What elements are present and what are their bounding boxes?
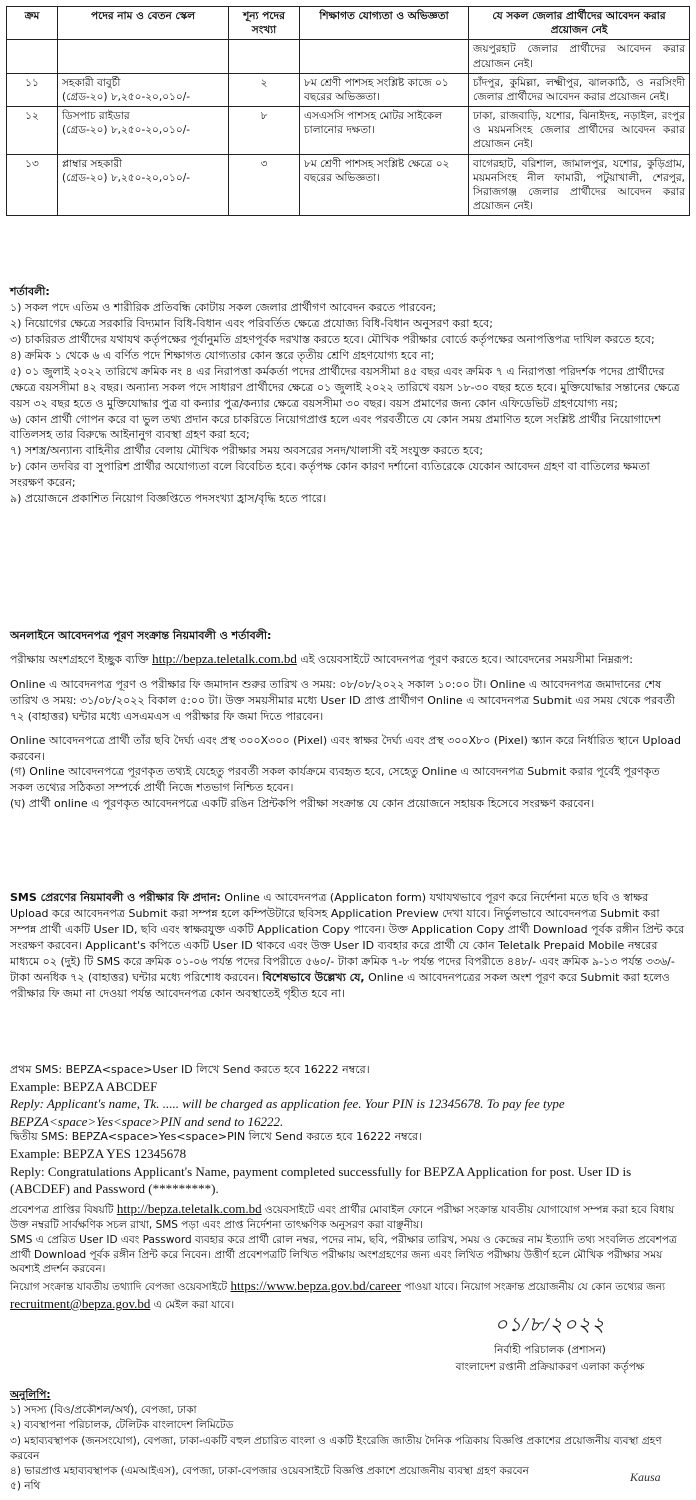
- signatory-org: বাংলাদেশ রপ্তানী প্রক্রিয়াকরণ এলাকা কর্তৃপক্ষ: [455, 1361, 645, 1373]
- signatory-title: নির্বাহী পরিচালক (প্রশাসন): [494, 1344, 606, 1356]
- condition-item: ৬) কোন প্রার্থী গোপন করে বা ভুল তথ্য প্রদান করে চাকরিতে নিয়োগপ্রাপ্ত হলে এবং পরবর্তীতে যে কোন সময় প্রমাণিত হলে সংশ্লিষ্ট প্রার্থীর নিয়োগাদেশ বাতিলসহ তার বিরুদ্ধে আইনানুগ ব্যবস্থা গ্রহণ করা হবে;: [10, 412, 661, 442]
- career-link[interactable]: https://www.bepza.gov.bd/career: [230, 1277, 401, 1293]
- row-vacancy: ৮: [229, 107, 300, 155]
- table-header-row: [7, 7, 690, 40]
- pay-scale: (গ্রেড-২০) ৮,২৫০-২০,০১০/-: [62, 171, 191, 184]
- condition-item: ৩) চাকরিরত প্রার্থীদের যথাযথ কর্তৃপক্ষের পূর্বানুমতি গ্রহণপূর্বক দরখাস্ত করতে হবে। মৌখিক পরীক্ষার বোর্ডে কর্তৃপক্ষের অনাপত্তিপত্র দাখিল করতে হবে;: [10, 332, 655, 346]
- online-accuracy: (গ) Online আবেদনপত্রে পূরণকৃত তথ্যই যেহেতু পরবর্তী সকল কার্যক্রমে ব্যবহৃত হবে, সেহেতু Online এ আবেদনপত্র Submit করার পূর্বেই পূরণকৃত সকল তথ্যের সঠিকতা সম্পর্কে প্রার্থী নিজে শতভাগ নিশ্চিত হবেন।: [10, 765, 660, 795]
- sms-tail: Online এ আবেদনপত্রের সকল অংশ পূরণ করে Submit করা হলেও পরীক্ষার ফি জমা না দেওয়া পর্যন্ত আবেদনপত্র কোন অবস্থাতেই গৃহীত হবে না।: [10, 970, 670, 1000]
- online-schedule: Online এ আবেদনপত্র পূরণ ও পরীক্ষার ফি জমাদান শুরুর তারিখ ও সময়: ০৮/০৮/২০২২ সকাল ১০:০০ টা। Online এ আবেদনপত্র জমাদানের শেষ তারিখ ও সময়: ৩১/০৮/২০২২ বিকাল ৫:০০ টা। উক্ত সময়সীমার মধ্যে User ID প্রাপ্ত প্রার্থীগণ Online এ আবেদনপত্র Submit এর সময় থেকে পরবর্তী ৭২ (বাহাত্তর) ঘন্টার মধ্যে এসএমএস এ পরীক্ষার ফি জমা দিতে পারবেন।: [10, 677, 675, 723]
- post-name: সহকারী বাবুর্চী: [62, 76, 121, 89]
- row-qualification: ৮ম শ্রেণী পাশসহ সংশ্লিষ্ট ক্ষেত্রে ০২ বছরের অভিজ্ঞতা।: [300, 154, 469, 216]
- online-photo-upload: Online আবেদনপত্রে প্রার্থী তাঁর ছবি দৈর্ঘ্য এবং প্রস্থ ৩০০X৩০০ (Pixel) এবং স্বাক্ষর দৈর্ঘ্য এবং প্রস্থ ৩০০X৮০ (Pixel) স্ক্যান করে নির্ধারিত স্থানে Upload করবেন।: [10, 733, 681, 763]
- copy-item: ১) সদস্য (বিও/প্রকৌশল/অর্থ), বেপজা, ঢাকা: [10, 1404, 197, 1417]
- sms-reply-2: Reply: Congratulations Applicant's Name, payment completed successfully for BEPZA Application for post. User ID is (ABCDEF) and Password (*********).: [10, 1163, 632, 1197]
- career-info: নিয়োগ সংক্রান্ত যাবতীয় তথ্যাদি বেপজা ওয়েবসাইটে https://www.bepza.gov.bd/career পাওয়া যাবে। নিয়োগ সংক্রান্ত প্রয়োজনীয় যে কোন তথ্যের জন্য recruitment@bepza.gov.bd এ মেইল করা যাবে।: [10, 1277, 665, 1312]
- row-serial: ১৩: [7, 154, 58, 216]
- conditions-section: [10, 284, 686, 507]
- sms-section: [10, 890, 686, 1002]
- online-title: অনলাইনে আবেদনপত্র পূরণ সংক্রান্ত নিয়মাবলী ও শর্তাবলী:: [10, 629, 272, 642]
- row-qualification: এসএসসি পাশসহ মোটর সাইকেল চালানোর দক্ষতা।: [300, 107, 469, 155]
- signature-block: [420, 1310, 680, 1377]
- sms-example-1: Example: BEPZA ABCDEF: [10, 1078, 158, 1094]
- initials: Kausa: [630, 1470, 661, 1484]
- copy-item: ২) ব্যবস্থাপনা পরিচালক, টেলিটক বাংলাদেশ লিমিটেড: [10, 1419, 234, 1432]
- row-post: [58, 107, 229, 155]
- row-serial: ১২: [7, 107, 58, 155]
- sms-paragraph: [10, 890, 686, 1002]
- table-row: [7, 73, 690, 106]
- online-printcopy: (ঘ) প্রার্থী online এ পূরণকৃত আবেদনপত্রে একটি রঙিন প্রিন্টকপি পরীক্ষা সংক্রান্ত যে কোন প্রয়োজনে সহায়ক হিসেবে সংরক্ষণ করবেন।: [10, 797, 595, 811]
- admit-section: [10, 1200, 686, 1313]
- admit-info: প্রবেশপত্র প্রাপ্তির বিষয়টি http://bepza.teletalk.com.bd ওয়েবসাইটে এবং প্রার্থীর মোবাইল ফোনে পরীক্ষা সংক্রান্ত যাবতীয় যোগাযোগ সম্পন্ন করা হবে বিধায় উক্ত নম্বরটি সার্বক্ষণিক সচল রাখা, SMS পড়া এবং প্রাপ্ত নির্দেশনা তাৎক্ষণিক অনুসরণ করা বাঞ্ছনীয়।: [10, 1201, 675, 1232]
- post-name: প্লাম্বার সহকারী: [62, 157, 123, 170]
- header-excluded-districts: যে সকল জেলার প্রার্থীদের আবেদন করার প্রয়োজন নেই: [469, 7, 690, 40]
- online-intro: পরীক্ষায় অংশগ্রহণে ইচ্ছুক ব্যক্তি http://bepza.teletalk.com.bd এই ওয়েবসাইটে আবেদনপত্র পূরণ করতে হবে। আবেদনের সময়সীমা নিম্নরূপ:: [10, 650, 633, 666]
- header-vacancy: শূন্য পদের সংখ্যা: [229, 7, 300, 40]
- copy-item: ৪) ভারপ্রাপ্ত মহাব্যবস্থাপক (এমআইএস), বেপজা, ঢাকা-বেপজার ওয়েবসাইটে বিজ্ঞপ্তি প্রকাশে প্রয়োজনীয় ব্যবস্থা গ্রহণ করবেন: [10, 1465, 529, 1478]
- header-qualification: শিক্ষাগত যোগ্যতা ও অভিজ্ঞতা: [300, 7, 469, 40]
- online-section: [10, 628, 686, 812]
- recruitment-email[interactable]: recruitment@bepza.gov.bd: [10, 1296, 151, 1312]
- condition-item: ৭) সশস্ত্র/অন্যান্য বাহিনীর প্রার্থীর বেলায় মৌখিক পরীক্ষার সময় অবসরের সনদ/খালাসী বই সংযুক্ত করতে হবে;: [10, 444, 484, 458]
- pay-scale: (গ্রেড-২০) ৮,২৫০-২০,০১০/-: [62, 90, 191, 103]
- row-post: [58, 154, 229, 216]
- sms-emphasis: বিশেষভাবে উল্লেখ্য যে,: [262, 970, 365, 984]
- sms-lead: SMS প্রেরণের নিয়মাবলী ও পরীক্ষার ফি প্রদান:: [10, 891, 221, 904]
- condition-item: ৮) কোন তদবির বা সুপারিশ প্রার্থীর অযোগ্যতা বলে বিবেচিত হবে। কর্তৃপক্ষ কোন কারণ দর্শানো ব্যতিরেকে যেকোন আবেদন গ্রহণ বা বাতিলের ক্ষমতা সংরক্ষণ করেন;: [10, 460, 650, 490]
- table-row: [7, 107, 690, 155]
- row-districts: চাঁদপুর, কুমিল্লা, লক্ষ্মীপুর, ঝালকাঠি, ও নরসিংদী জেলার প্রার্থীদের আবেদন করার প্রয়োজন নেই।: [469, 73, 690, 106]
- copy-item: ৫) নথি: [10, 1480, 41, 1493]
- header-serial: ক্রম: [7, 7, 58, 40]
- admit-download: SMS এ প্রেরিত User ID এবং Password ব্যবহার করে প্রার্থী রোল নম্বর, পদের নাম, ছবি, পরীক্ষার তারিখ, সময় ও কেন্দ্রের নাম ইত্যাদি তথ্য সংবলিত প্রবেশপত্র প্রার্থী Download পূর্বক রঙ্গীন প্রিন্ট করে নিবেন। প্রার্থী প্রবেশপত্রটি লিখিত পরীক্ষায় অংশগ্রহণের জন্য এবং লিখিত পরীক্ষায় উত্তীর্ণ হলে মৌখিক পরীক্ষার সময় অবশ্যই প্রদর্শন করবেন।: [10, 1233, 677, 1276]
- vacancy-table: [6, 6, 690, 216]
- row-post: [58, 73, 229, 106]
- sms-body: Online এ আবেদনপত্র (Applicaton form) যথাযথভাবে পূরণ করে নির্দেশনা মতে ছবি ও স্বাক্ষর Upload করে আবেদনপত্র Submit করা সম্পন্ন হলে কম্পিউটারে ছবিসহ Application Preview দেখা যাবে। নির্ভুলভাবে আবেদনপত্র Submit করা সম্পন্ন প্রার্থী একটি User ID, ছবি এবং স্বাক্ষরযুক্ত একটি Application Copy পাবেন। উক্ত Application Copy প্রার্থী Download পূর্বক রঙ্গীন প্রিন্ট করে সংরক্ষণ করবেন। Applicant's কপিতে একটি User ID থাকবে এবং উক্ত User ID ব্যবহার করে প্রার্থী যে কোন Teletalk Prepaid Mobile নম্বরের মাধ্যমে ০২ (দুই) টি SMS করে ক্রমিক ০১-০৬ পর্যন্ত পদের বিপরীতে ৫৬০/- টাকা ক্রমিক ৭-৮ পর্যন্ত পদের বিপরীতে ৪৪৮/- এবং ক্রমিক ৯-১৩ পর্যন্ত ৩৩৬/- টাকা অনধিক ৭২ (বাহাত্তর) ঘন্টার মধ্যে পরিশোধ করবেন।: [10, 891, 685, 984]
- copies-section: [10, 1388, 686, 1495]
- condition-item: ১) সকল পদে এতিম ও শারীরিক প্রতিবন্ধি কোটায় সকল জেলার প্রার্থীগণ আবেদন করতে পারবেন;: [10, 300, 437, 314]
- conditions-title: শর্তাবলী:: [10, 285, 50, 298]
- condition-item: ৯) প্রয়োজনে প্রকাশিত নিয়োগ বিজ্ঞপ্তিতে পদসংখ্যা হ্রাস/বৃদ্ধি হতে পারে।: [10, 492, 327, 506]
- pay-scale: (গ্রেড-২০) ৮,২৫০-২০,০১০/-: [62, 124, 191, 137]
- row-districts: ঢাকা, রাজবাড়ি, যশোর, ঝিনাইদহ, নড়াইল, রংপুর ও ময়মনসিংহ জেলার প্রার্থীদের আবেদন করার প্রয়োজন নেই।: [469, 107, 690, 155]
- teletalk-link-2[interactable]: http://bepza.teletalk.com.bd: [116, 1201, 262, 1216]
- condition-item: ২) নিয়োগের ক্ষেত্রে সরকারি বিদ্যমান বিধি-বিধান এবং পরিবর্তিত ক্ষেত্রে প্রযোজ্য বিধি-বিধান অনুসরণ করা হবে;: [10, 316, 493, 330]
- header-post-name: পদের নাম ও বেতন স্কেল: [58, 7, 229, 40]
- sms-second: দ্বিতীয় SMS: BEPZA<space>Yes<space>PIN লিখে Send করতে হবে 16222 নম্বরে।: [10, 1130, 423, 1144]
- copies-title: অনুলিপি:: [10, 1389, 51, 1401]
- post-name: ডিসপাচ রাইডার: [62, 110, 130, 123]
- row-serial: ১১: [7, 73, 58, 106]
- condition-item: ৫) ০১ জুলাই ২০২২ তারিখে ক্রমিক নং ৪ এর নিরাপত্তা কর্মকর্তা পদের প্রার্থীদের বয়সসীমা ৪৫ বছর এবং ক্রমিক ৭ এ নিরাপত্তা পরিদর্শক পদের প্রার্থীদের ক্ষেত্রে বয়সসীমা ৪২ বছর। অন্যান্য সকল পদে সাধারণ প্রার্থীদের ক্ষেত্রে ০১ জুলাই ২০২২ তারিখে বয়স ১৮-৩০ বছর হতে হবে। মুক্তিযোদ্ধার সন্তানের ক্ষেত্রে বয়স ৩২ বছর হতে ও মুক্তিযোদ্ধার পুত্র বা কন্যার পুত্র/কন্যার ক্ষেত্রে বয়সসীমা ৩০ বছর। বয়স প্রমাণের জন্য কোন এফিডেভিট গ্রহণযোগ্য নয়;: [10, 364, 680, 410]
- row-vacancy: ২: [229, 73, 300, 106]
- table-row-continuation: [7, 40, 690, 73]
- sms-first: প্রথম SMS: BEPZA<space>User ID লিখে Send করতে হবে 16222 নম্বরে।: [10, 1063, 370, 1076]
- signature-date: ০১/৮/২০২২: [494, 1314, 606, 1336]
- sms-examples-section: [10, 1063, 686, 1198]
- row-qualification: ৮ম শ্রেণী পাশসহ সংশ্লিষ্ট কাজে ০১ বছরের অভিজ্ঞতা।: [300, 73, 469, 106]
- teletalk-link[interactable]: http://bepza.teletalk.com.bd: [152, 650, 297, 666]
- row-districts: বাগেরহাট, বরিশাল, জামালপুর, যশোর, কুড়িগ্রাম, ময়মনসিংহ নীল ফামারী, পটুয়াখালী, শেরপুর, সিরাজগঞ্জ জেলার প্রার্থীদের আবেদন করার প্রয়োজন নেই।: [469, 154, 690, 216]
- copy-item: ৩) মহাব্যবস্থাপক (জনসংযোগ), বেপজা, ঢাকা-একটি বহুল প্রচারিত বাংলা ও একটি ইংরেজি জাতীয় দৈনিক পত্রিকায় বিজ্ঞপ্তি প্রকাশের প্রয়োজনীয় ব্যবস্থা গ্রহণ করবেন: [10, 1434, 662, 1462]
- continuation-cell: জয়পুরহাট জেলার প্রার্থীদের আবেদন করার প্রয়োজন নেই।: [469, 40, 690, 73]
- table-row: [7, 154, 690, 216]
- condition-item: ৪) ক্রমিক ১ থেকে ৬ এ বর্ণিত পদে শিক্ষাগত যোগ্যতার কোন স্তরে তৃতীয় শ্রেণি গ্রহণযোগ্য হবে না;: [10, 348, 435, 362]
- row-vacancy: ৩: [229, 154, 300, 216]
- sms-reply-1: Reply: Applicant's name, Tk. ..... will be charged as application fee. Your PIN is 12345678. To pay fee type BEPZA<space>Yes<space>PIN and send to 16222.: [10, 1096, 565, 1129]
- sms-example-2: Example: BEPZA YES 12345678: [10, 1146, 187, 1162]
